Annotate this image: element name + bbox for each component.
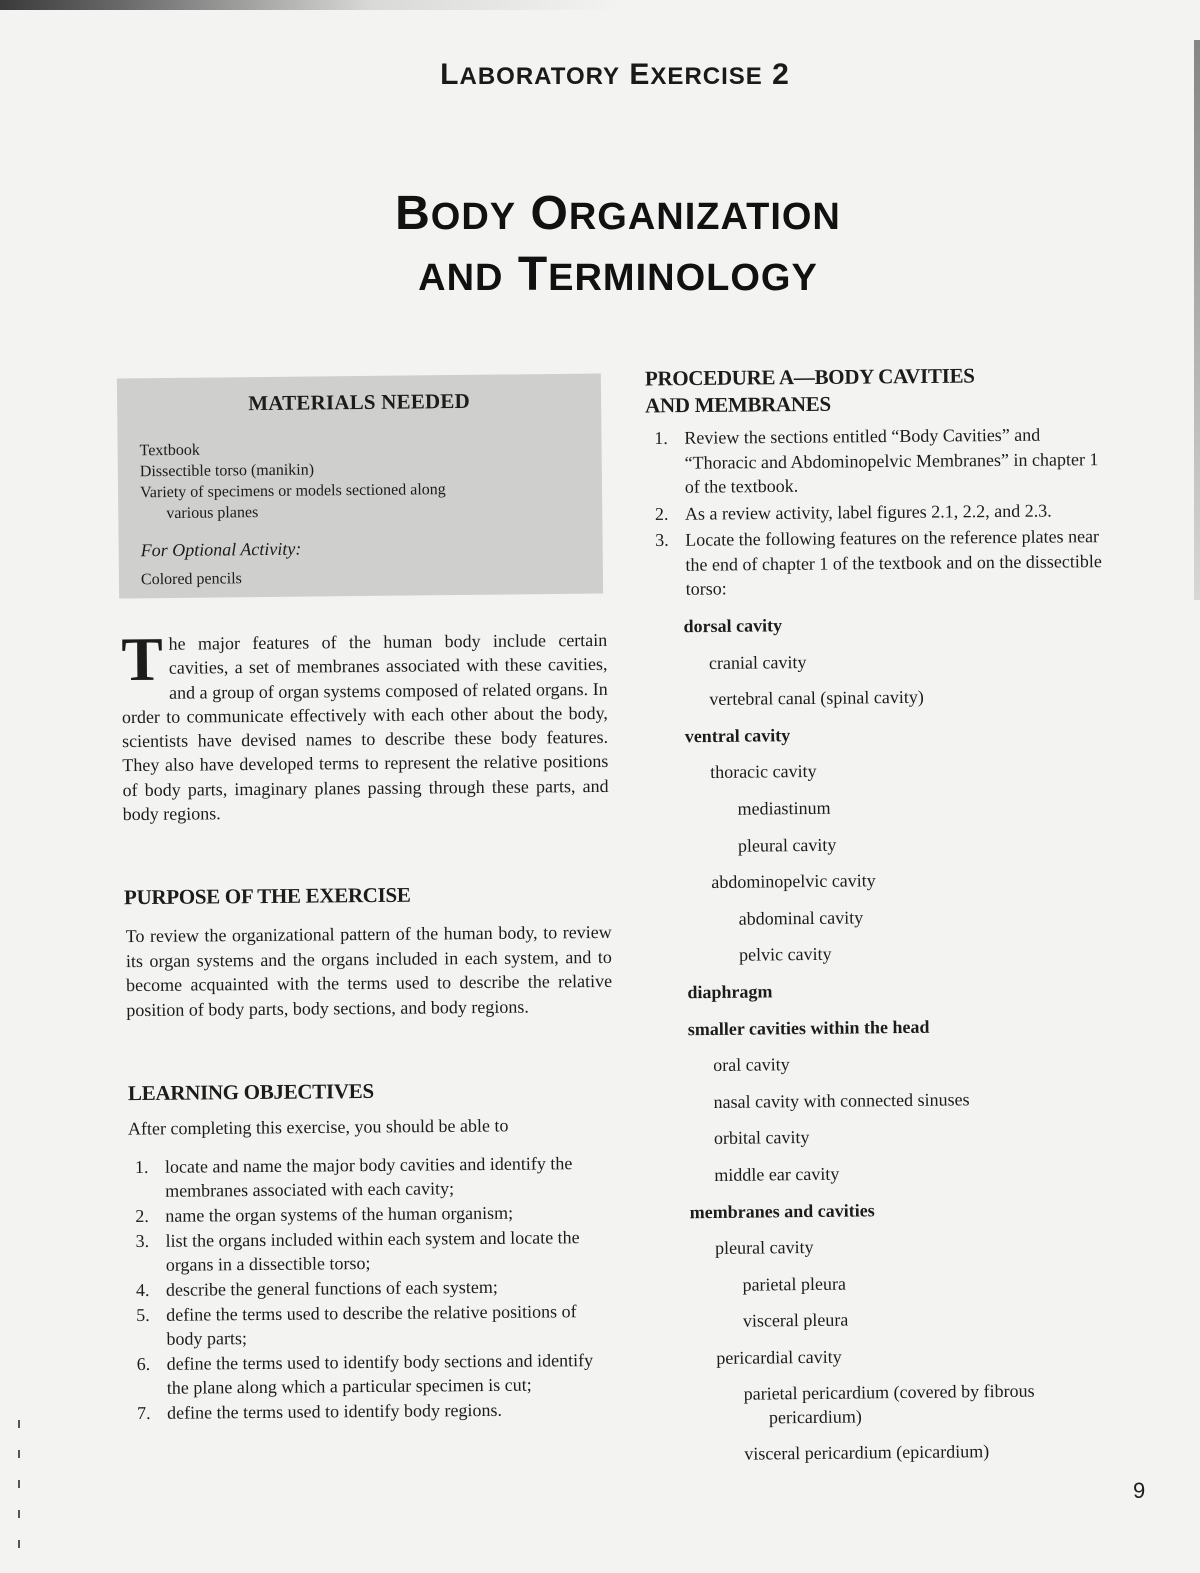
feature-term: smaller cavities within the head — [687, 1016, 930, 1039]
list-item: 7. define the terms used to identify body regions. — [136, 1399, 503, 1424]
feature-term: membranes and cavities — [689, 1199, 875, 1222]
objectives-intro: After completing this exercise, you should be able to — [127, 1115, 509, 1139]
list-item: 4. describe the general functions of each system; — [135, 1276, 498, 1301]
optional-activity-label: For Optional Activity: — [140, 538, 302, 561]
bleed-through-artifact — [1000, 815, 1004, 832]
feature-term: abdominal cavity — [738, 907, 864, 929]
list-item: 5. define the terms used to describe the relative positions of body parts; — [136, 1301, 577, 1349]
list-item: 3. Locate the following features on the reference plates near the end of chapter 1 of the textbook and on the dissectible torso: — [655, 526, 1102, 599]
scan-shadow-top — [0, 0, 620, 10]
feature-term: nasal cavity with connected sinuses — [713, 1089, 970, 1112]
feature-term: cranial cavity — [708, 651, 807, 673]
intro-text: he major features of the human body include certain cavities, a set of membranes associated with these cavities, and a group of organ systems composed of related organs. In order to communicate effectively with each other about the body, scientists have devised names to describe these body features. They also have developed terms to represent the relative positions of body parts, imaginary planes passing through these parts, and body regions. — [121, 629, 609, 825]
list-item: 1. locate and name the major body cavities and identify the membranes associated with each cavity; — [134, 1153, 573, 1201]
feature-term: ventral cavity — [684, 724, 791, 747]
optional-activity-item: Colored pencils — [140, 570, 242, 589]
feature-term: pelvic cavity — [738, 944, 832, 966]
feature-term: thoracic cavity — [710, 761, 817, 783]
feature-term: abdominopelvic cavity — [711, 870, 876, 893]
feature-term: middle ear cavity — [714, 1163, 840, 1185]
feature-term: visceral pleura — [742, 1309, 849, 1331]
feature-term: orbital cavity — [713, 1127, 810, 1149]
feature-term: mediastinum — [737, 797, 831, 819]
objectives-heading: LEARNING OBJECTIVES — [127, 1078, 374, 1106]
drop-cap: T — [121, 625, 164, 695]
feature-term: pleural cavity — [715, 1237, 814, 1259]
purpose-text: To review the organizational pattern of the human body, to review its organ systems and the organs included in each system, and to become acquainted with the terms used to describe the relative position of body parts, body sections, and body regions. — [125, 921, 613, 1020]
materials-item: Textbook — [139, 441, 200, 460]
title-line-2: AND TERMINOLOGY — [418, 248, 818, 301]
objectives-list — [135, 1151, 607, 1426]
materials-box — [117, 373, 603, 598]
procedure-steps — [654, 422, 1118, 604]
intro-paragraph — [121, 625, 609, 827]
materials-list — [140, 436, 581, 525]
feature-term: pleural cavity — [737, 834, 837, 856]
feature-term: pericardial cavity — [716, 1346, 842, 1368]
list-item: 2. name the organ systems of the human organism; — [135, 1202, 514, 1227]
lab-exercise-title: LABORATORY EXERCISE 2 — [440, 58, 790, 91]
title-line-1: BODY ORGANIZATION — [395, 187, 841, 240]
list-item: 6. define the terms used to identify body sections and identify the plane along which a particular specimen is cut; — [136, 1350, 594, 1398]
page-title — [0, 185, 1200, 307]
page-number: 9 — [1133, 1478, 1146, 1503]
feature-term: diaphragm — [687, 981, 773, 1003]
feature-term: dorsal cavity — [683, 615, 783, 637]
feature-term: parietal pericardium (covered by fibrous pericardium) — [743, 1381, 1035, 1428]
materials-item: Variety of specimens or models sectioned along — [139, 481, 446, 502]
feature-term: oral cavity — [713, 1054, 790, 1076]
list-item: 1. Review the sections entitled “Body Cavities” and “Thoracic and Abdominopelvic Membranes” in chapter 1 of the textbook. — [654, 424, 1099, 497]
feature-term: parietal pleura — [742, 1273, 847, 1295]
features-list — [683, 610, 1122, 1480]
list-item: 2. As a review activity, label figures 2.1, 2.2, and 2.3. — [654, 500, 1052, 524]
margin-marks — [18, 1420, 22, 1560]
feature-term: visceral pericardium (epicardium) — [744, 1441, 990, 1465]
materials-item: various planes — [166, 504, 259, 523]
materials-heading: MATERIALS NEEDED — [248, 388, 471, 416]
feature-term: vertebral canal (spinal cavity) — [709, 686, 924, 710]
scan-shadow-right — [1194, 40, 1200, 600]
purpose-heading: PURPOSE OF THE EXERCISE — [123, 882, 411, 910]
list-item: 3. list the organs included within each system and locate the organs in a dissectible torso; — [135, 1227, 580, 1275]
procedure-heading: PROCEDURE A—BODY CAVITIES AND MEMBRANES — [644, 363, 975, 418]
materials-item: Dissectible torso (manikin) — [139, 461, 315, 481]
